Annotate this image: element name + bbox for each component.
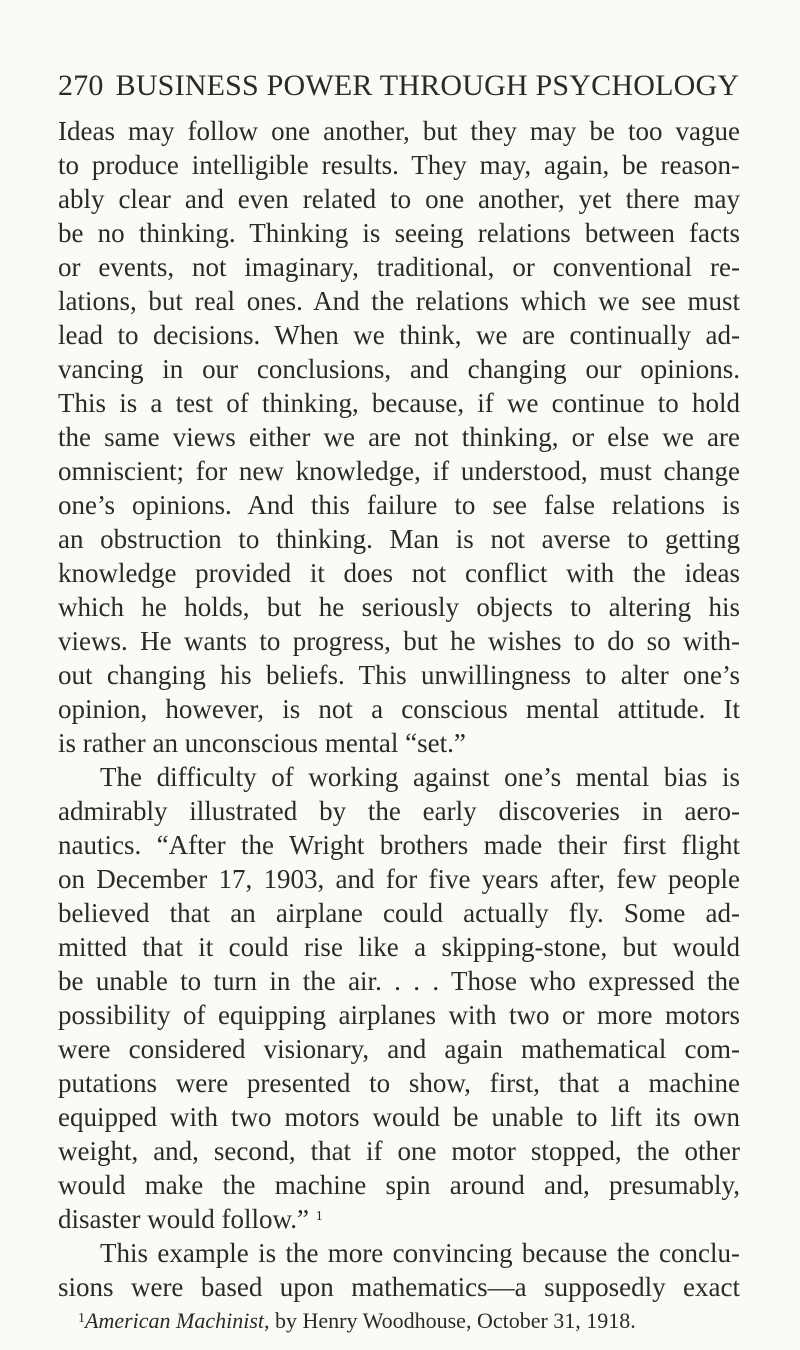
page-number: 270 (58, 69, 104, 102)
quote-end-text: disaster would follow.” (58, 1204, 309, 1234)
footnote (78, 1306, 740, 1336)
body-line: nautics. “After the Wright brothers made their first flight (58, 830, 740, 860)
body-line: is rather an unconscious mental “set.” (58, 728, 466, 758)
body-line: admirably illustrated by the early discoveries in aero- (58, 796, 740, 826)
body-line: were considered visionary, and again mathematical com- (58, 1034, 740, 1064)
body-line: ably clear and even related to one another, yet there may (58, 184, 740, 214)
body-line: vancing in our conclusions, and changing our opinions. (58, 354, 740, 384)
footnote-source-title: American Machinist (85, 1308, 265, 1333)
body-line: an obstruction to thinking. Man is not averse to getting (58, 524, 740, 554)
body-line: lead to decisions. When we think, we are continually ad- (58, 320, 740, 350)
body-line: mitted that it could rise like a skipping-stone, but would (58, 932, 740, 962)
body-line: lations, but real ones. And the relations which we see must (58, 286, 740, 316)
body-line: This example is the more convincing because the conclu- (100, 1238, 740, 1268)
body-line: equipped with two motors would be unable to lift its own (58, 1102, 740, 1132)
body-line: possibility of equipping airplanes with two or more motors (58, 1000, 740, 1030)
body-line: opinion, however, is not a conscious mental attitude. It (58, 694, 740, 724)
body-line: weight, and, second, that if one motor stopped, the other (58, 1136, 740, 1166)
body-line: the same views either we are not thinking, or else we are (58, 422, 740, 452)
body-line: to produce intelligible results. They may, again, be reason- (58, 150, 740, 180)
body-line: be no thinking. Thinking is seeing relations between facts (58, 218, 740, 248)
body-line: views. He wants to progress, but he wishes to do so with- (58, 626, 740, 656)
body-line: out changing his beliefs. This unwillingness to alter one’s (58, 660, 740, 690)
body-line: on December 17, 1903, and for five years after, few people (58, 864, 740, 894)
body-line: or events, not imaginary, traditional, or conventional re- (58, 252, 740, 282)
body-line: sions were based upon mathematics—a supposedly exact (58, 1272, 740, 1302)
body-line: which he holds, but he seriously objects to altering his (58, 592, 740, 622)
body-line: one’s opinions. And this failure to see false relations is (58, 490, 740, 520)
body-line: believed that an airplane could actually fly. Some ad- (58, 898, 740, 928)
body-line-with-note (58, 1202, 740, 1236)
body-line: The difficulty of working against one’s mental bias is (100, 762, 740, 792)
body-line: This is a test of thinking, because, if we continue to hold (58, 388, 740, 418)
footnote-reference: 1 (315, 1209, 323, 1224)
body-line: putations were presented to show, first, that a machine (58, 1068, 740, 1098)
running-title: BUSINESS POWER THROUGH PSYCHOLOGY (115, 69, 740, 102)
footnote-marker: 1 (78, 1311, 85, 1326)
body-line: would make the machine spin around and, presumably, (58, 1170, 740, 1200)
body-line: knowledge provided it does not conflict with the ideas (58, 558, 740, 588)
running-header (58, 66, 748, 106)
body-line: omniscient; for new knowledge, if understood, must change (58, 456, 740, 486)
body-line: Ideas may follow one another, but they may be too vague (58, 116, 740, 146)
body-line: be unable to turn in the air. . . . Those who expressed the (58, 966, 740, 996)
footnote-citation: , by Henry Woodhouse, October 31, 1918. (264, 1308, 636, 1333)
